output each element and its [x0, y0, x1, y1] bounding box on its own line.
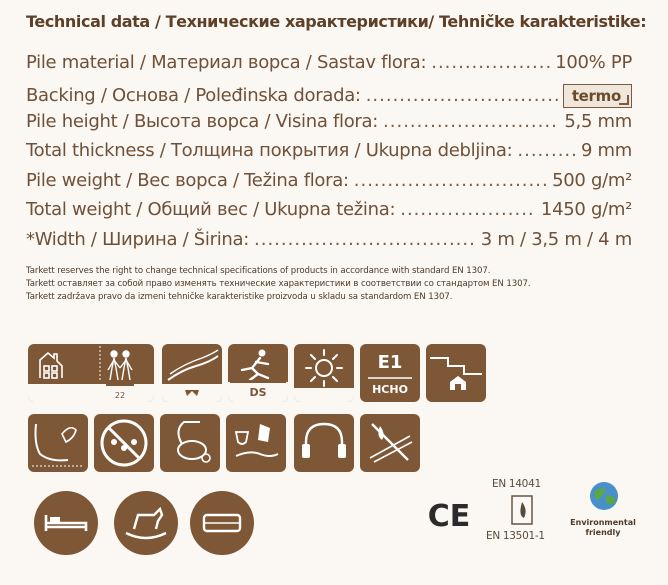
spec-label: Pile material / Материал ворса / Sastav flora: [26, 52, 427, 73]
en-14041-label: EN 14041 [492, 478, 541, 490]
emission-class-label: E1 [377, 352, 403, 373]
no-rolling-chair-pictogram [94, 414, 154, 472]
living-room-icon [190, 491, 254, 555]
spec-row-pile-height [26, 111, 632, 139]
domestic-use-class-pictogram [28, 344, 154, 402]
underfloor-heating-pictogram [28, 414, 88, 472]
dot-leader [517, 140, 576, 161]
disclaimer-ru: Tarkett оставляет за собой право изменять технические характеристики в соответствии со стандартом EN 1307. [26, 279, 531, 289]
spec-row-pile-weight [26, 170, 632, 198]
disclaimer-sr: Tarkett zadržava pravo da izmeni tehničke karakteristike proizvoda u skladu sa standardom EN 1307. [26, 292, 453, 302]
ce-mark [424, 498, 474, 532]
termo-badge: termo [563, 84, 632, 108]
spec-value: 1450 g/m² [540, 199, 632, 220]
globe-icon [586, 478, 622, 514]
no-water-pictogram [360, 414, 420, 472]
spec-label: Total weight / Общий вес / Ukupna težina: [26, 199, 396, 220]
dot-leader [366, 85, 558, 106]
en-13501-label: EN 13501-1 [486, 530, 545, 542]
spec-row-total-thickness [26, 140, 632, 168]
dot-leader [354, 170, 547, 191]
spec-label: Pile height / Высота ворса / Visina flora: [26, 111, 379, 132]
stairs-house-pictogram [426, 344, 486, 402]
spec-value: 9 mm [580, 140, 632, 161]
spec-row-total-weight [26, 199, 632, 227]
fire-class-block [486, 478, 556, 548]
spec-label: Backing / Основа / Poleđinska dorada: [26, 85, 361, 106]
anti-slip-pictogram [228, 344, 288, 402]
spec-label: Total thickness / Толщина покрытия / Ukupna debljina: [26, 140, 513, 161]
dot-leader [383, 111, 559, 132]
acoustic-insulation-pictogram [294, 414, 354, 472]
spec-label: *Width / Ширина / Širina: [26, 229, 250, 250]
vacuum-cleaner-pictogram [160, 414, 220, 472]
spec-label: Pile weight / Вес ворса / Težina flora: [26, 170, 349, 191]
light-fastness-pictogram [294, 344, 354, 402]
spec-value: 100% PP [555, 52, 632, 73]
dot-leader [400, 199, 536, 220]
emission-hcho-label: HCHO [372, 383, 408, 396]
children-room-icon [114, 491, 178, 555]
ce-label: CE [427, 499, 471, 532]
stain-resistant-pictogram [226, 414, 286, 472]
usage-class-label: 22 [114, 391, 126, 400]
spec-value: 500 g/m² [552, 170, 632, 191]
spec-row-width [26, 229, 632, 257]
flame-icon [510, 494, 534, 526]
environmental-friendly-label: Environmental friendly [570, 518, 636, 537]
bedroom-icon [34, 491, 98, 555]
spec-value: 5,5 mm [564, 111, 632, 132]
soft-touch-pictogram [162, 344, 222, 402]
environmental-label [568, 478, 638, 548]
spec-value: 3 m / 3,5 m / 4 m [480, 229, 632, 250]
emission-class-pictogram [360, 344, 420, 402]
technical-data-heading: Technical data / Технические характеристики/ Tehničke karakteristike: [26, 12, 647, 31]
spec-row-pile-material [26, 52, 632, 80]
dot-leader [431, 52, 550, 73]
dot-leader [254, 229, 476, 250]
spec-row-backing [26, 81, 632, 109]
slip-label: DS [249, 386, 267, 399]
disclaimer-en: Tarkett reserves the right to change technical specifications of products in accordance with standard EN 1307. [26, 266, 491, 276]
